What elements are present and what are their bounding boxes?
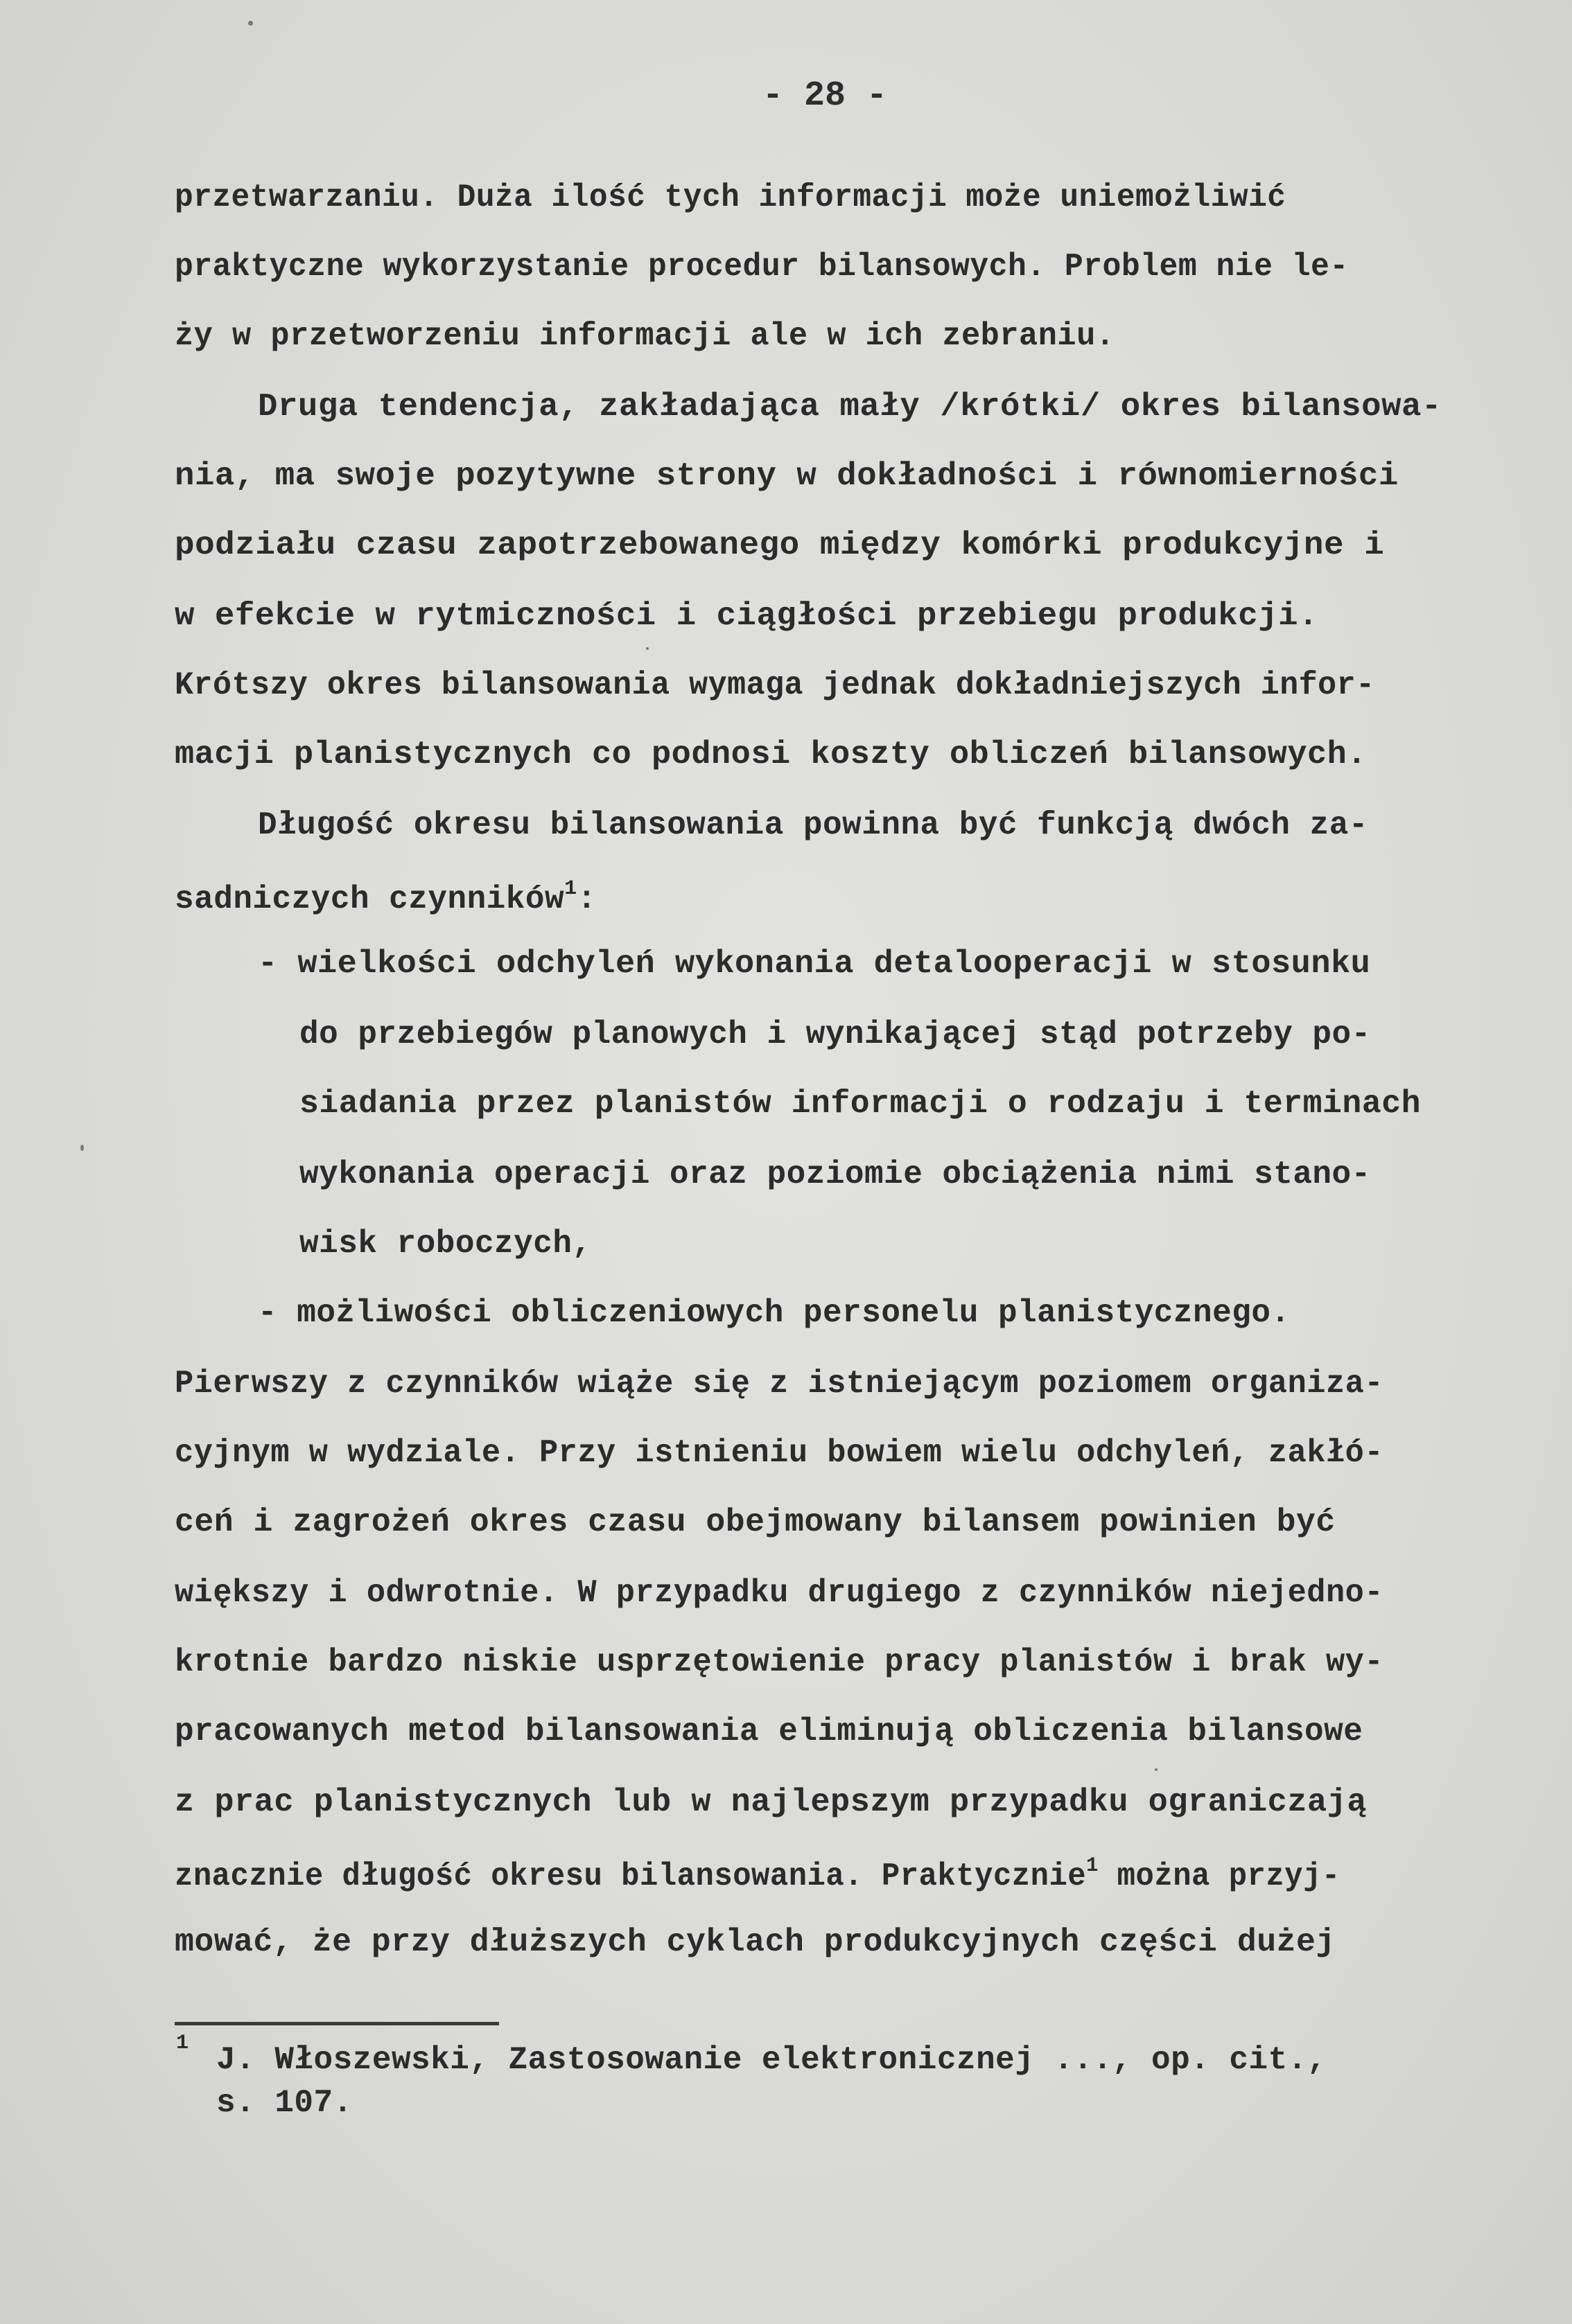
body-line: Pierwszy z czynników wiąże się z istniejącym poziomem organiza- bbox=[175, 1366, 1384, 1402]
body-line: podziału czasu zapotrzebowanego między komórki produkcyjne i bbox=[175, 527, 1385, 563]
body-line: z prac planistycznych lub w najlepszym przypadku ograniczają bbox=[175, 1784, 1368, 1820]
list-item-line: siadania przez planistów informacji o rodzaju i terminach bbox=[299, 1086, 1421, 1122]
body-line: pracowanych metod bilansowania eliminują obliczenia bilansowe bbox=[175, 1714, 1363, 1750]
body-line: Krótszy okres bilansowania wymaga jednak dokładniejszych infor- bbox=[175, 667, 1375, 703]
list-item-line: do przebiegów planowych i wynikającej stąd potrzeby po- bbox=[299, 1016, 1371, 1053]
footnote-reference: 1 bbox=[1086, 1854, 1099, 1878]
body-line: Druga tendencja, zakładająca mały /krótki/ okres bilansowa- bbox=[258, 389, 1442, 425]
body-line: mować, że przy dłuższych cyklach produkcyjnych części dużej bbox=[175, 1924, 1336, 1960]
paper-speck bbox=[1155, 1768, 1158, 1771]
footnote-marker: 1 bbox=[176, 2032, 189, 2055]
body-line: znacznie długość okresu bilansowania. Praktycznie$^1$ można przyj- bbox=[175, 1854, 1340, 1894]
list-item-line: wisk roboczych, bbox=[299, 1226, 592, 1262]
footnote-line: J. Włoszewski, Zastosowanie elektronicznej ..., op. cit., bbox=[216, 2042, 1327, 2078]
body-line: Długość okresu bilansowania powinna być funkcją dwóch za- bbox=[258, 807, 1368, 843]
footnote-reference: 1 bbox=[564, 877, 577, 901]
list-item-line: - możliwości obliczeniowych personelu planistycznego. bbox=[258, 1295, 1291, 1331]
body-line: większy i odwrotnie. W przypadku drugiego z czynników niejedno- bbox=[175, 1575, 1384, 1611]
paper-speck bbox=[80, 1145, 84, 1151]
list-item-line: wykonania operacji oraz poziomie obciążenia nimi stano- bbox=[299, 1156, 1371, 1192]
body-line: ży w przetworzeniu informacji ale w ich zebraniu. bbox=[175, 318, 1115, 354]
body-line: ceń i zagrożeń okres czasu obejmowany bilansem powinien być bbox=[175, 1504, 1336, 1540]
footnote-line: s. 107. bbox=[216, 2085, 353, 2121]
list-item-line: - wielkości odchyleń wykonania detalooperacji w stosunku bbox=[258, 946, 1371, 982]
paper-speck bbox=[646, 647, 649, 650]
footnote-separator bbox=[175, 2022, 499, 2025]
body-line: nia, ma swoje pozytywne strony w dokładności i równomierności bbox=[175, 458, 1399, 494]
body-line: krotnie bardzo niskie usprzętowienie pracy planistów i brak wy- bbox=[175, 1644, 1384, 1680]
body-line: cyjnym w wydziale. Przy istnieniu bowiem wielu odchyleń, zakłó- bbox=[175, 1435, 1384, 1471]
body-line: macji planistycznych co podnosi koszty obliczeń bilansowych. bbox=[175, 737, 1368, 773]
page-number: - 28 - bbox=[762, 76, 888, 116]
paper-speck bbox=[248, 21, 253, 26]
body-line: sadniczych czynników$^1$: bbox=[175, 877, 597, 917]
body-line: praktyczne wykorzystanie procedur bilansowych. Problem nie le- bbox=[175, 249, 1349, 285]
body-line: przetwarzaniu. Duża ilość tych informacji może uniemożliwić bbox=[175, 179, 1286, 215]
body-line: w efekcie w rytmiczności i ciągłości przebiegu produkcji. bbox=[175, 598, 1319, 634]
